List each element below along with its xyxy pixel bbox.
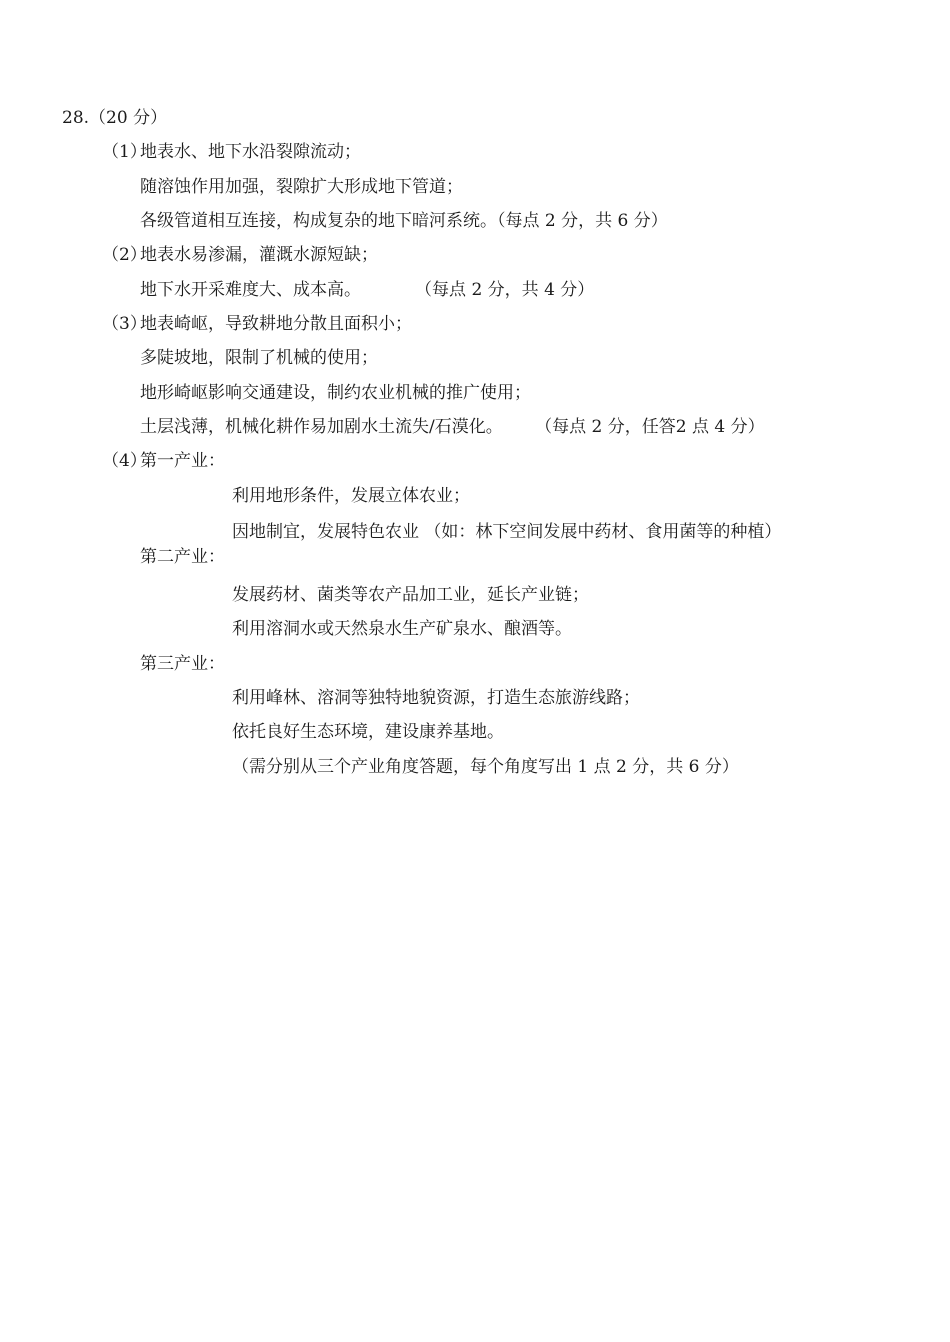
- part3-line-1: 地表崎岖，导致耕地分散且面积小；: [140, 314, 412, 334]
- part2-label: （2）: [102, 245, 147, 265]
- tertiary-industry-line-1: 利用峰林、溶洞等独特地貌资源，打造生态旅游线路；: [232, 688, 640, 708]
- part4-scoring-note: （需分别从三个产业角度答题，每个角度写出 1 点 2 分，共 6 分）: [232, 757, 739, 777]
- secondary-industry-heading: 第二产业：: [140, 547, 225, 567]
- question-number: 28.（20 分）: [62, 108, 168, 128]
- part1-line-3: 各级管道相互连接，构成复杂的地下暗河系统。（每点 2 分，共 6 分）: [140, 211, 668, 231]
- part3-line-3: 地形崎岖影响交通建设，制约农业机械的推广使用；: [140, 383, 531, 403]
- primary-industry-line-2: 因地制宜，发展特色农业 （如：林下空间发展中药材、食用菌等的种植）: [232, 522, 782, 542]
- part1-label: （1）: [102, 142, 147, 162]
- part3-label: （3）: [102, 314, 147, 334]
- primary-industry-line-1: 利用地形条件，发展立体农业；: [232, 486, 470, 506]
- part3-line-2: 多陡坡地，限制了机械的使用；: [140, 348, 378, 368]
- primary-industry-heading: 第一产业：: [140, 451, 225, 471]
- part4-label: （4）: [102, 451, 147, 471]
- secondary-industry-line-1: 发展药材、菌类等农产品加工业，延长产业链；: [232, 585, 589, 605]
- part1-line-1: 地表水、地下水沿裂隙流动；: [140, 142, 361, 162]
- part2-line-2: 地下水开采难度大、成本高。 （每点 2 分，共 4 分）: [140, 280, 595, 300]
- secondary-industry-line-2: 利用溶洞水或天然泉水生产矿泉水、酿酒等。: [232, 619, 572, 639]
- part1-line-2: 随溶蚀作用加强，裂隙扩大形成地下管道；: [140, 177, 463, 197]
- part3-line-4: 土层浅薄，机械化耕作易加剧水土流失/石漠化。 （每点 2 分，任答2 点 4 分）: [140, 417, 765, 437]
- tertiary-industry-heading: 第三产业：: [140, 654, 225, 674]
- tertiary-industry-line-2: 依托良好生态环境，建设康养基地。: [232, 722, 504, 742]
- part2-line-1: 地表水易渗漏，灌溉水源短缺；: [140, 245, 378, 265]
